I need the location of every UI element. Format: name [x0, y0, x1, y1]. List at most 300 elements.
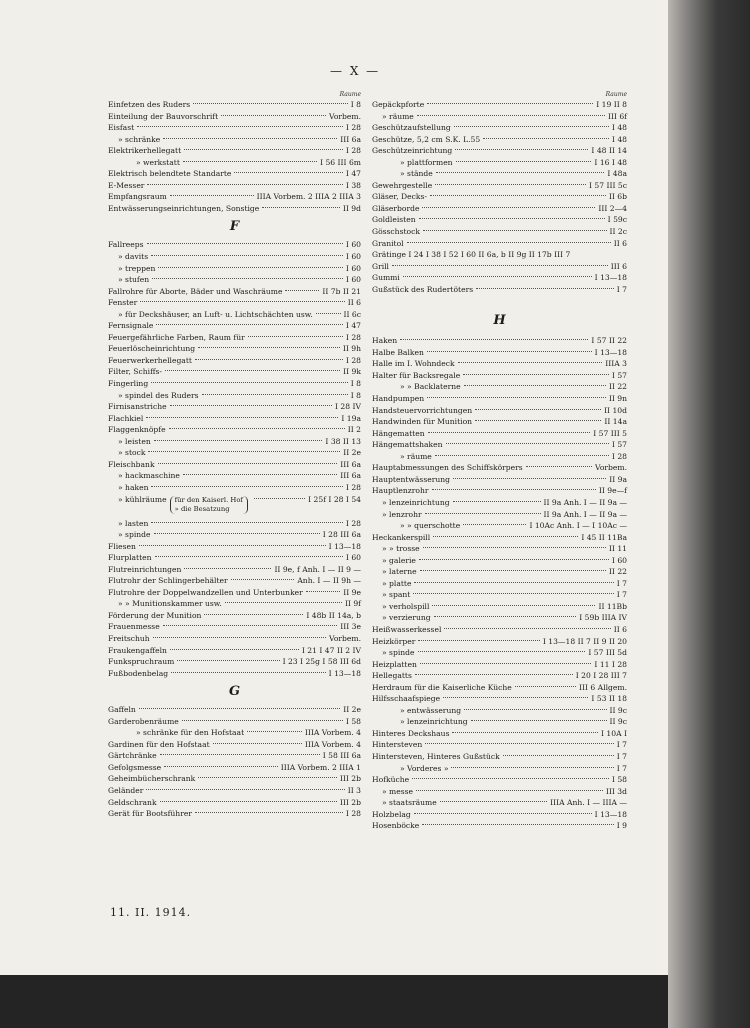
entry-label: Flutrohr der Schlingerbehälter — [108, 576, 228, 586]
entry-label: Hosenböcke — [372, 821, 420, 831]
entry-ref: I 28 — [345, 809, 361, 819]
leader-dots — [464, 709, 606, 710]
index-entry — [372, 145, 627, 157]
leader-dots — [423, 230, 607, 231]
index-entry — [108, 180, 361, 192]
index-entry — [372, 416, 627, 428]
leader-dots — [182, 720, 343, 721]
entry-ref: I 7 — [616, 578, 627, 588]
entry-label: Gardinen für den Hofstaat — [108, 739, 210, 749]
leader-dots — [153, 637, 326, 638]
index-entry — [372, 647, 627, 659]
entry-ref: I 8 — [350, 379, 361, 389]
leader-dots — [453, 478, 606, 479]
index-entry — [372, 203, 627, 215]
entry-ref: II 2c — [609, 227, 627, 237]
entry-label: Holzbelag — [372, 809, 411, 819]
leader-dots — [455, 149, 588, 150]
entry-label: » » querschotte — [400, 521, 461, 531]
entry-label: E-Messer — [108, 180, 145, 190]
entry-ref: I 38 — [345, 180, 361, 190]
leader-dots — [160, 754, 320, 755]
leader-dots — [164, 766, 278, 767]
leader-dots — [427, 397, 606, 398]
entry-label: » stufen — [118, 275, 150, 285]
entry-ref: I 13—18 — [328, 541, 361, 551]
leader-dots — [151, 522, 343, 523]
leader-dots — [454, 126, 609, 127]
brace-line-1: für den Kaiserl. Hof — [174, 495, 243, 504]
leader-dots — [151, 255, 343, 256]
entry-ref: I 8 — [350, 390, 361, 400]
entry-ref: IIIA Anh. I — IIIA — — [550, 798, 627, 808]
index-entry — [108, 633, 361, 645]
entry-label: Hängemattshaken — [372, 440, 443, 450]
scan-border — [0, 975, 668, 1028]
index-entry — [372, 509, 627, 521]
entry-ref: II 2e — [343, 448, 361, 458]
entry-label: Einfetzen des Ruders — [108, 100, 191, 109]
index-entry — [372, 705, 627, 717]
entry-ref: II 9a Anh. I — II 9a — — [543, 509, 627, 519]
entry-label: Fernsignale — [108, 321, 154, 331]
entry-label: » spindel des Ruders — [118, 390, 199, 400]
entry-label: Handwinden für Munition — [372, 417, 473, 427]
entry-ref: Anh. I — II 9h — — [297, 576, 361, 586]
entry-label: Einteilung der Bauvorschrift — [108, 111, 219, 121]
entry-ref: I 48b II 14a, b — [306, 610, 361, 620]
entry-ref: I 28 — [345, 123, 361, 133]
leader-dots — [195, 359, 343, 360]
entry-ref: I 59b IIIA IV — [579, 613, 627, 623]
leader-dots — [436, 172, 605, 173]
index-entry — [372, 543, 627, 555]
index-entry — [372, 261, 627, 273]
leader-dots — [139, 708, 340, 709]
entry-ref: I 13—18 — [594, 809, 627, 819]
leader-dots — [476, 288, 614, 289]
leader-dots — [152, 278, 343, 279]
leader-dots — [503, 755, 614, 756]
entry-ref: II 2e — [343, 705, 361, 715]
leader-dots — [148, 451, 340, 452]
index-entry — [372, 381, 627, 393]
leader-dots — [306, 591, 340, 592]
index-entry — [372, 670, 627, 682]
index-entry — [108, 309, 361, 321]
index-entry — [108, 656, 361, 668]
right-column-header: Raume — [605, 91, 627, 98]
leader-dots — [155, 556, 343, 557]
entry-ref: I 58 III 6a — [322, 751, 361, 761]
leader-dots — [427, 103, 593, 104]
entry-label: Heißwasserkessel — [372, 624, 442, 634]
entry-label: » räume — [400, 451, 432, 461]
index-entry — [108, 436, 361, 448]
right-index-column — [372, 90, 627, 832]
left-entries-e — [108, 99, 361, 214]
left-entries-f2 — [108, 518, 361, 680]
leader-dots — [202, 394, 348, 395]
entry-ref: I 57 III 5c — [589, 180, 627, 190]
entry-label: Firnisanstriche — [108, 402, 167, 412]
entry-label: Heckankerspill — [372, 532, 431, 542]
entry-ref: I 48 — [611, 134, 627, 144]
index-entry — [372, 335, 627, 347]
leader-dots — [146, 417, 338, 418]
leader-dots — [140, 301, 344, 302]
entry-label: Gläserborde — [372, 203, 420, 213]
entry-ref: Vorbem. — [329, 633, 361, 643]
section-letter-f: F — [229, 219, 240, 235]
entry-ref: II 22 — [608, 382, 627, 392]
right-entries-h — [372, 335, 627, 832]
leader-dots — [139, 545, 326, 546]
entry-label: » davits — [118, 252, 149, 262]
leader-dots — [423, 547, 606, 548]
entry-label: Entwässerungseinrichtungen, Sonstige — [108, 203, 260, 213]
leader-dots — [425, 513, 541, 514]
entry-label: Handpumpen — [372, 394, 425, 404]
entry-label: » werkstatt — [136, 157, 180, 167]
index-entry — [372, 612, 627, 624]
entry-ref: II 14a — [604, 417, 627, 427]
leader-dots — [195, 812, 343, 813]
index-entry — [108, 645, 361, 657]
leader-dots — [392, 265, 608, 266]
entry-label: » leisten — [118, 436, 151, 446]
entry-label: Geschütze, 5,2 cm S.K. L.55 — [372, 134, 481, 144]
leader-dots — [234, 172, 343, 173]
entry-label: » spant — [382, 590, 411, 600]
entry-label: Flachkiel — [108, 413, 144, 423]
entry-label: Gußstück des Rudertöters — [372, 284, 474, 294]
entry-ref: I 60 — [345, 240, 361, 250]
index-entry — [372, 214, 627, 226]
entry-ref: I 13—18 — [328, 668, 361, 678]
entry-ref: I 7 — [616, 590, 627, 600]
leader-dots — [184, 568, 271, 569]
entry-label: » entwässerung — [400, 705, 462, 715]
index-entry — [372, 462, 627, 474]
leader-dots — [412, 778, 609, 779]
entry-ref: II 9e — [343, 587, 361, 597]
entry-ref: II 6 — [347, 298, 361, 308]
entry-ref: I 7 — [616, 284, 627, 294]
index-entry — [372, 428, 627, 440]
leader-dots — [419, 559, 609, 560]
leader-dots — [443, 697, 588, 698]
entry-ref: I 28 III 6a — [322, 530, 361, 540]
leader-dots — [204, 614, 303, 615]
index-entry — [372, 797, 627, 809]
entry-ref: I 7 — [616, 763, 627, 773]
leader-dots — [435, 455, 609, 456]
index-entry — [108, 785, 361, 797]
index-entry — [372, 763, 627, 775]
entry-ref: III 6a — [340, 459, 361, 469]
leader-dots — [151, 382, 348, 383]
entry-label: Haken — [372, 336, 398, 346]
entry-label: Gerät für Bootsführer — [108, 809, 192, 819]
index-entry — [108, 297, 361, 309]
entry-ref: I 28 — [345, 146, 361, 156]
entry-ref: II 9a — [609, 474, 627, 484]
index-entry — [108, 251, 361, 263]
index-entry — [108, 424, 361, 436]
entry-label: » treppen — [118, 263, 156, 273]
entry-label: » galerie — [382, 555, 416, 565]
index-entry — [372, 809, 627, 821]
index-entry — [372, 284, 627, 296]
entry-ref: II 6 — [613, 238, 627, 248]
index-entry — [372, 226, 627, 238]
entry-label: » schränke — [118, 134, 161, 144]
index-entry — [372, 347, 627, 359]
entry-label: Gösschstock — [372, 227, 420, 237]
index-entry — [372, 405, 627, 417]
entry-label: Halter für Backsregale — [372, 370, 461, 380]
leader-dots — [170, 405, 332, 406]
entry-label: Freitschuh — [108, 633, 150, 643]
leader-dots — [526, 466, 592, 467]
index-entry — [372, 474, 627, 486]
entry-ref: IIIA Vorbem. 2 IIIA 1 — [280, 762, 361, 772]
leader-dots — [419, 218, 605, 219]
leader-dots — [247, 731, 302, 732]
entry-ref: I 28 — [345, 518, 361, 528]
index-entry — [108, 482, 361, 494]
entry-label: » spinde — [118, 530, 151, 540]
entry-label: Eisfast — [108, 123, 135, 133]
leader-dots — [221, 115, 326, 116]
entry-label: Gärtchränke — [108, 751, 157, 761]
index-entry — [108, 762, 361, 774]
index-entry — [108, 239, 361, 251]
index-entry — [108, 401, 361, 413]
leader-dots — [483, 138, 609, 139]
entry-label: » lenzeinrichtung — [382, 497, 450, 507]
index-entry — [372, 99, 627, 111]
index-entry — [108, 390, 361, 402]
leader-dots — [433, 536, 578, 537]
index-entry — [372, 566, 627, 578]
index-entry — [108, 470, 361, 482]
index-entry — [372, 134, 627, 146]
entry-label: Funkspruchraum — [108, 657, 175, 667]
leader-dots — [416, 790, 603, 791]
index-entry — [372, 555, 627, 567]
leader-dots — [413, 593, 613, 594]
entry-label: Hängematten — [372, 428, 425, 438]
entry-ref: I 60 — [345, 263, 361, 273]
entry-ref: II 9e—f — [598, 486, 627, 496]
leader-dots — [400, 339, 588, 340]
index-entry — [108, 773, 361, 785]
entry-label: » haken — [118, 482, 149, 492]
entry-label: Empfangsraum — [108, 192, 167, 202]
index-entry — [108, 610, 361, 622]
entry-ref: III 6 — [610, 261, 627, 271]
entry-label: Frauenmesse — [108, 622, 160, 632]
leader-dots — [418, 640, 540, 641]
entry-ref: II 9c — [609, 717, 627, 727]
left-entries-f — [108, 239, 361, 493]
leader-dots — [254, 498, 305, 499]
entry-ref: I 45 II 11Ba — [581, 532, 627, 542]
entry-ref: II 11Bb — [598, 601, 627, 611]
leader-dots — [183, 161, 317, 162]
entry-label: » verzierung — [382, 613, 431, 623]
leader-dots — [475, 409, 601, 410]
entry-label: Fenster — [108, 298, 138, 308]
leader-dots — [464, 385, 606, 386]
index-entry — [108, 808, 361, 820]
index-entry — [108, 332, 361, 344]
entry-label: Hinteres Deckshaus — [372, 728, 450, 738]
index-entry — [372, 122, 627, 134]
entry-ref: II 6 — [613, 624, 627, 634]
entry-ref: Vorbem. — [329, 111, 361, 121]
leader-dots — [471, 720, 607, 721]
entry-label: Fraukengaffeln — [108, 645, 167, 655]
index-entry — [372, 716, 627, 728]
leader-dots — [225, 602, 342, 603]
index-entry — [108, 564, 361, 576]
section-letter-h: H — [493, 313, 506, 329]
index-entry — [108, 797, 361, 809]
index-entry — [108, 286, 361, 298]
leader-dots — [414, 813, 592, 814]
leader-dots — [171, 672, 326, 673]
leader-dots — [170, 649, 299, 650]
index-entry — [108, 529, 361, 541]
entry-ref: II 9n — [608, 394, 627, 404]
index-entry — [108, 447, 361, 459]
leader-dots — [403, 276, 592, 277]
entry-ref: I 10A I — [601, 728, 627, 738]
leader-dots — [452, 732, 598, 733]
entry-label: Elektrisch belendtete Standarte — [108, 169, 232, 179]
leader-dots — [213, 743, 302, 744]
leader-dots — [420, 570, 606, 571]
index-entry — [372, 180, 627, 192]
entry-label: » » Munitionskammer usw. — [118, 599, 222, 609]
entry-label: Hintersteven, Hinteres Gußstück — [372, 751, 500, 761]
index-entry — [108, 157, 361, 169]
index-entry — [108, 378, 361, 390]
index-entry — [108, 716, 361, 728]
index-entry — [108, 704, 361, 716]
index-entry — [372, 168, 627, 180]
index-entry — [108, 621, 361, 633]
entry-label: Halbe Balken — [372, 347, 424, 357]
entry-ref: II 9d — [342, 203, 361, 213]
entry-label: » » Backlaterne — [400, 382, 461, 392]
leader-dots — [475, 420, 601, 421]
entry-ref: I 56 III 6m — [320, 157, 361, 167]
entry-label: Flaggenknöpfe — [108, 425, 166, 435]
entry-ref: II 9a Anh. I — II 9a — — [543, 497, 627, 507]
entry-label: Geldschrank — [108, 797, 157, 807]
entry-label: » plattformen — [400, 157, 453, 167]
index-entry — [108, 727, 361, 739]
entry-ref: III 2—4 — [598, 203, 627, 213]
entry-ref: II 3 — [347, 785, 361, 795]
page-folio: — X — — [330, 64, 381, 78]
index-entry — [108, 263, 361, 275]
entry-ref: III 6 Allgem. — [579, 682, 627, 692]
left-column-header: Raume — [339, 91, 361, 98]
leader-dots — [427, 351, 592, 352]
leader-dots — [435, 184, 586, 185]
index-entry — [108, 739, 361, 751]
index-entry — [372, 370, 627, 382]
entry-brace — [170, 496, 248, 514]
index-entry — [372, 728, 627, 740]
index-entry — [372, 451, 627, 463]
entry-ref: I 48 II 14 — [591, 146, 627, 156]
index-entry — [372, 578, 627, 590]
entry-label: Fußbodenbelag — [108, 668, 169, 678]
entry-ref: III 6a — [340, 471, 361, 481]
entry-label: Hofküche — [372, 775, 410, 785]
entry-label: Fliesen — [108, 541, 136, 551]
entry-label: » lasten — [118, 518, 149, 528]
leader-dots — [163, 625, 338, 626]
left-entries-g — [108, 704, 361, 819]
section-letter-g: G — [228, 684, 241, 700]
entry-label: Heizplatten — [372, 659, 417, 669]
index-entry — [108, 168, 361, 180]
print-date: 11. II. 1914. — [110, 906, 192, 919]
entry-ref: I 57 III 5 — [593, 428, 627, 438]
leader-dots — [430, 195, 606, 196]
entry-label: Grill — [372, 261, 389, 271]
leader-dots — [415, 674, 573, 675]
entry-label: Grätinge I 24 I 38 I 52 I 60 II 6a, b II 9g II 17b III 7 — [372, 250, 571, 260]
leader-dots — [434, 616, 577, 617]
leader-dots — [428, 432, 591, 433]
entry-label: Fleischbank — [108, 459, 155, 469]
leader-dots — [262, 207, 340, 208]
index-entry — [108, 587, 361, 599]
leader-dots — [183, 474, 337, 475]
index-entry — [108, 598, 361, 610]
entry-ref: I 9 — [616, 821, 627, 831]
index-entry — [372, 739, 627, 751]
entry-ref: I 23 I 25g I 58 III 6d — [282, 657, 361, 667]
leader-dots — [451, 767, 613, 768]
entry-label: Feuerlöscheinrichtung — [108, 344, 196, 354]
entry-label: Hauptabmessungen des Schiffskörpers — [372, 463, 523, 473]
entry-label: » » trosse — [382, 544, 420, 554]
index-entry — [108, 750, 361, 762]
leader-dots — [165, 370, 340, 371]
leader-dots — [422, 824, 613, 825]
entry-label: Garderobenräume — [108, 716, 179, 726]
entry-ref: II 9f — [344, 599, 361, 609]
entry-label: » räume — [382, 111, 414, 121]
index-entry — [108, 343, 361, 355]
index-entry — [372, 439, 627, 451]
leader-dots — [158, 267, 343, 268]
index-entry — [372, 497, 627, 509]
entry-ref: II 11 — [608, 544, 627, 554]
index-entry — [372, 191, 627, 203]
entry-label: Fallreeps — [108, 240, 144, 250]
leader-dots — [458, 362, 603, 363]
